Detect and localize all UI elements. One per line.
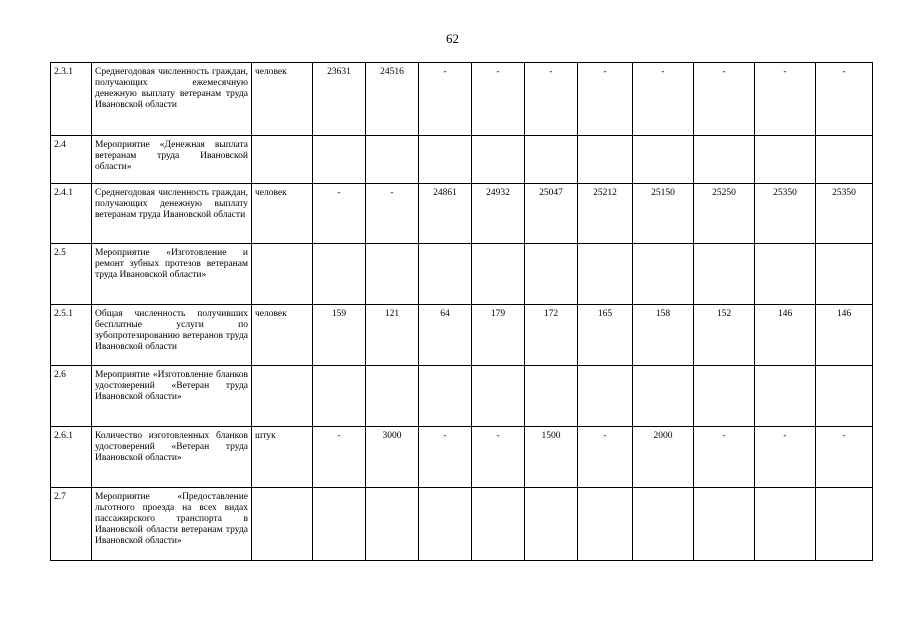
row-value-cell: -	[578, 427, 633, 488]
row-value-cell	[419, 488, 472, 561]
row-unit-cell: штук	[252, 427, 313, 488]
row-value-cell: 25350	[755, 184, 816, 244]
row-value-cell	[525, 488, 578, 561]
row-value-cell: 24932	[472, 184, 525, 244]
row-value-cell: -	[525, 63, 578, 136]
row-value-cell	[313, 244, 366, 305]
row-value-cell	[755, 366, 816, 427]
row-value-cell: -	[419, 427, 472, 488]
row-value-cell: 24861	[419, 184, 472, 244]
row-value-cell	[313, 488, 366, 561]
row-value-cell	[578, 488, 633, 561]
row-value-cell: 25350	[816, 184, 873, 244]
row-value-cell	[366, 366, 419, 427]
table-row	[51, 427, 873, 488]
table-row	[51, 136, 873, 184]
row-number-cell: 2.5	[51, 244, 92, 305]
row-description-cell: Мероприятие «Денежная выплата ветеранам труда Ивановской области»	[92, 136, 252, 184]
row-value-cell	[633, 244, 694, 305]
row-value-cell	[633, 488, 694, 561]
row-value-cell	[366, 244, 419, 305]
row-description-cell: Мероприятие «Предоставление льготного проезда на всех видах пассажирского транспорта в Ивановской области ветеранам труда Ивановской области»	[92, 488, 252, 561]
row-description-cell: Количество изготовленных бланков удостоверений «Ветеран труда Ивановской области»	[92, 427, 252, 488]
row-number-cell: 2.5.1	[51, 305, 92, 366]
row-value-cell	[633, 366, 694, 427]
row-value-cell	[366, 136, 419, 184]
row-value-cell: 172	[525, 305, 578, 366]
row-number-cell: 2.3.1	[51, 63, 92, 136]
row-unit-cell	[252, 244, 313, 305]
row-number-cell: 2.7	[51, 488, 92, 561]
row-number-cell: 2.6	[51, 366, 92, 427]
row-value-cell	[525, 366, 578, 427]
row-description-cell: Среднегодовая численность граждан, получающих денежную выплату ветеранам труда Ивановской области	[92, 184, 252, 244]
row-value-cell: 25212	[578, 184, 633, 244]
row-number-cell: 2.4.1	[51, 184, 92, 244]
row-value-cell	[816, 136, 873, 184]
row-value-cell: 165	[578, 305, 633, 366]
row-value-cell	[755, 488, 816, 561]
row-value-cell	[694, 488, 755, 561]
row-unit-cell	[252, 488, 313, 561]
row-value-cell	[419, 136, 472, 184]
row-unit-cell: человек	[252, 184, 313, 244]
row-value-cell: 179	[472, 305, 525, 366]
row-unit-cell	[252, 366, 313, 427]
row-value-cell: -	[578, 63, 633, 136]
table-row	[51, 366, 873, 427]
row-value-cell: 64	[419, 305, 472, 366]
row-value-cell: -	[366, 184, 419, 244]
row-value-cell	[472, 488, 525, 561]
row-value-cell	[816, 244, 873, 305]
row-value-cell	[578, 366, 633, 427]
row-value-cell: 25150	[633, 184, 694, 244]
row-value-cell	[419, 366, 472, 427]
row-value-cell	[633, 136, 694, 184]
table-row	[51, 305, 873, 366]
table-row	[51, 63, 873, 136]
row-value-cell: -	[419, 63, 472, 136]
row-description-cell: Мероприятие «Изготовление и ремонт зубных протезов ветеранам труда Ивановской области»	[92, 244, 252, 305]
row-value-cell	[472, 136, 525, 184]
row-value-cell	[755, 136, 816, 184]
row-value-cell: -	[694, 427, 755, 488]
row-number-cell: 2.4	[51, 136, 92, 184]
table-row	[51, 488, 873, 561]
row-value-cell	[525, 244, 578, 305]
row-unit-cell	[252, 136, 313, 184]
row-value-cell	[313, 366, 366, 427]
row-value-cell: -	[755, 427, 816, 488]
row-value-cell: 146	[755, 305, 816, 366]
row-value-cell: -	[313, 427, 366, 488]
row-value-cell	[578, 244, 633, 305]
row-value-cell: 121	[366, 305, 419, 366]
row-value-cell	[313, 136, 366, 184]
row-value-cell: 1500	[525, 427, 578, 488]
row-unit-cell: человек	[252, 63, 313, 136]
row-value-cell: 25250	[694, 184, 755, 244]
row-value-cell: 152	[694, 305, 755, 366]
row-value-cell	[694, 244, 755, 305]
row-description-cell: Мероприятие «Изготовление бланков удостоверений «Ветеран труда Ивановской области»	[92, 366, 252, 427]
row-value-cell	[694, 136, 755, 184]
row-description-cell: Общая численность получивших бесплатные услуги по зубопротезированию ветеранов труда Ивановской области	[92, 305, 252, 366]
row-value-cell: -	[694, 63, 755, 136]
row-value-cell: 24516	[366, 63, 419, 136]
row-value-cell: -	[816, 427, 873, 488]
page-number: 62	[446, 31, 459, 46]
row-value-cell	[694, 366, 755, 427]
row-value-cell: -	[633, 63, 694, 136]
row-value-cell: 25047	[525, 184, 578, 244]
row-description-cell: Среднегодовая численность граждан, получающих ежемесячную денежную выплату ветеранам труда Ивановской области	[92, 63, 252, 136]
row-value-cell	[472, 244, 525, 305]
row-value-cell: -	[472, 427, 525, 488]
row-unit-cell: человек	[252, 305, 313, 366]
row-number-cell: 2.6.1	[51, 427, 92, 488]
row-value-cell	[472, 366, 525, 427]
row-value-cell	[419, 244, 472, 305]
row-value-cell	[366, 488, 419, 561]
indicators-table	[50, 62, 873, 561]
row-value-cell: 23631	[313, 63, 366, 136]
row-value-cell	[816, 366, 873, 427]
table-row	[51, 244, 873, 305]
row-value-cell: -	[755, 63, 816, 136]
row-value-cell: 3000	[366, 427, 419, 488]
table-row	[51, 184, 873, 244]
row-value-cell: 146	[816, 305, 873, 366]
row-value-cell: -	[816, 63, 873, 136]
row-value-cell: 158	[633, 305, 694, 366]
row-value-cell	[816, 488, 873, 561]
row-value-cell: 159	[313, 305, 366, 366]
row-value-cell	[755, 244, 816, 305]
row-value-cell	[578, 136, 633, 184]
row-value-cell: 2000	[633, 427, 694, 488]
row-value-cell: -	[313, 184, 366, 244]
row-value-cell: -	[472, 63, 525, 136]
row-value-cell	[525, 136, 578, 184]
